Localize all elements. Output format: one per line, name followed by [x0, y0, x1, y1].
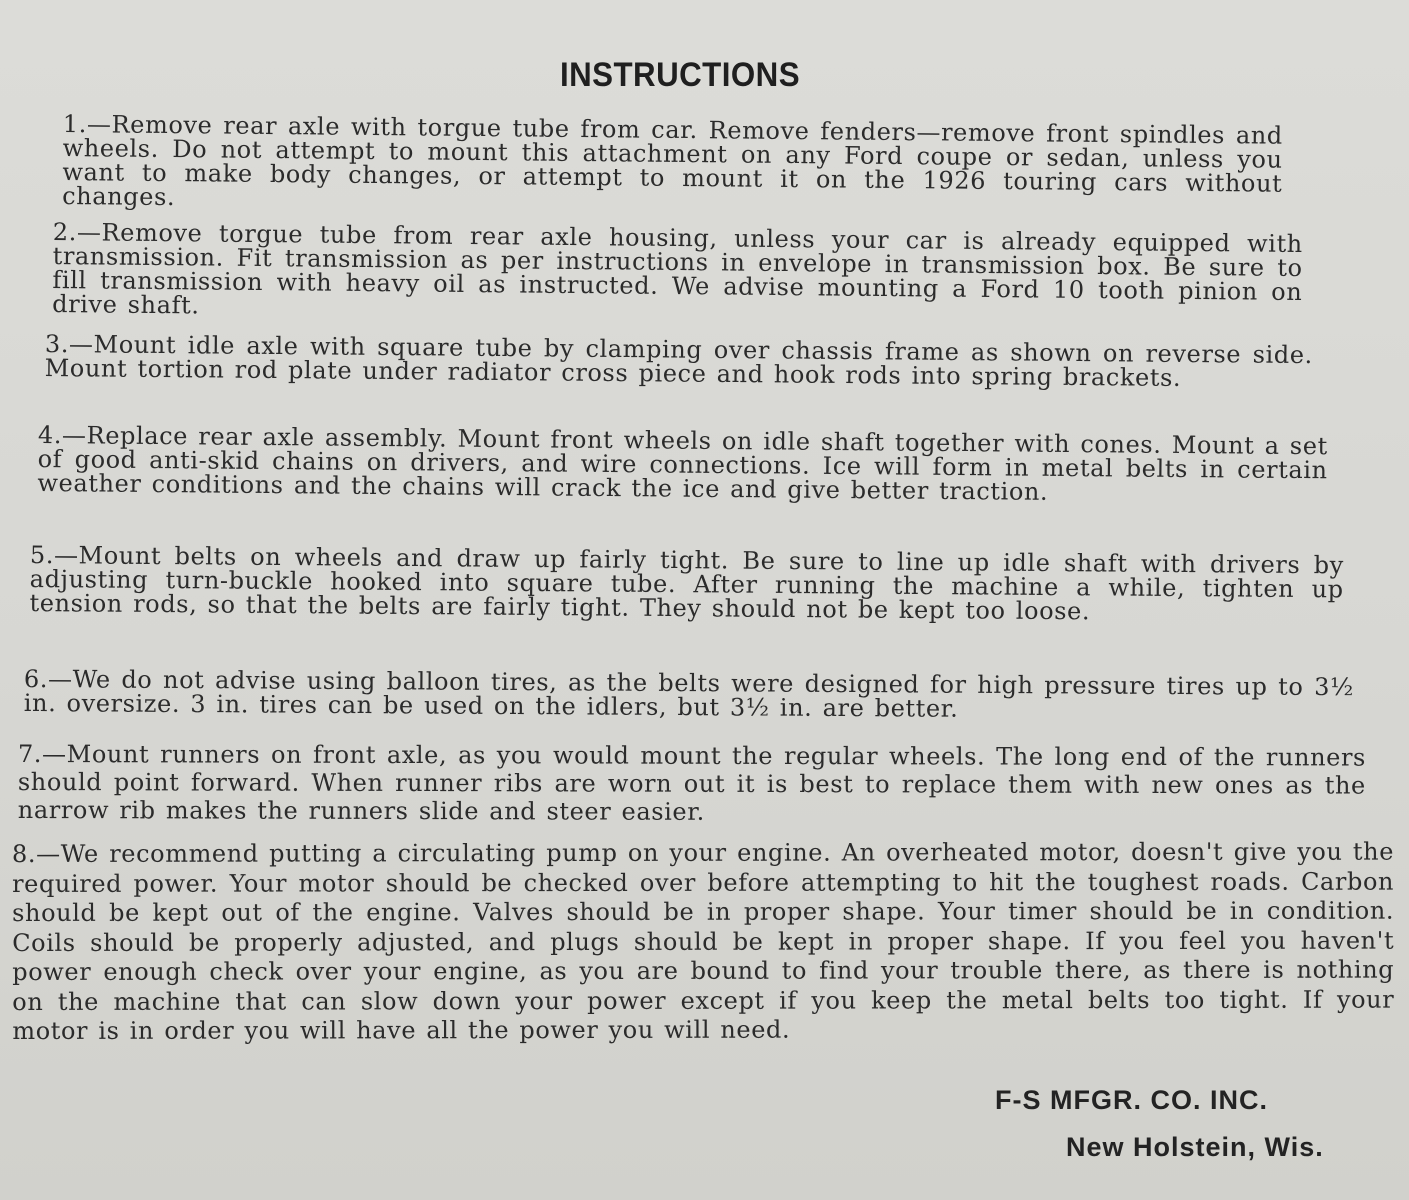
instruction-item-8 [12, 838, 1394, 1047]
item-text: Mount belts on wheels and draw up fairly tight. Be sure to line up idle shaft with drivers by adjusting turn-buckle hooked into square tube. After running the machine a while, tighten up tension rods, so that the belts are fairly tight. They should not be kept too loose. [29, 541, 1344, 626]
item-number: 8.— [12, 839, 61, 868]
company-name: F-S MFGR. CO. INC. [995, 1085, 1268, 1115]
item-text: We recommend putting a circulating pump on your engine. An overheated motor, doesn't give you the required power. Your motor should be checked over before attempting to hit the toughest roads. Carbon should be kept out of the engine. Valves should be in proper shape. Your timer should be in condition. Coils should be properly adjusted, and plugs should be kept in proper shape. If you feel you haven't power enough check over your engine, as you are bound to find your trouble there, as there is nothing on the machine that can slow down your power except if you keep the metal belts too tight. If your motor is in order you will have all the power you will need. [12, 837, 1395, 1045]
instruction-item-5 [29, 543, 1344, 625]
instruction-item-4 [37, 423, 1328, 506]
instruction-item-2 [52, 220, 1303, 328]
item-text: We do not advise using balloon tires, as the belts were designed for high pressure tires up to 3½ in. oversize. 3 in. tires can be used on the idlers, but 3½ in. are better. [23, 665, 1354, 723]
item-text: Remove rear axle with torgue tube from car. Remove fenders—remove front spindles and wheels. Do not attempt to mount this attachment on any Ford coupe or sedan, unless you want to make body changes, or attempt to mount it on the 1926 touring cars without changes. [62, 110, 1283, 212]
item-text: Replace rear axle assembly. Mount front wheels on idle shaft together with cones. Mount a set of good anti-skid chains on drivers, and wire connections. Ice will form in metal belts in certain weather conditions and the chains will crack the ice and give better traction. [37, 421, 1328, 506]
item-number: 7.— [17, 740, 67, 769]
item-text: Mount idle axle with square tube by clamping over chassis frame as shown on reverse side. Mount tortion rod plate under radiator cross piece and hook rods into spring brackets. [44, 330, 1313, 392]
item-text: Mount runners on front axle, as you would mount the regular wheels. The long end of the runners should point forward. When runner ribs are worn out it is best to replace them with new ones as the narrow rib makes the runners slide and steer easier. [17, 740, 1366, 826]
item-number: 2.— [52, 218, 102, 247]
item-number: 3.— [44, 330, 94, 359]
item-text: Remove torgue tube from rear axle housing, unless your car is already equipped with transmission. Fit transmission as per instructions in envelope in transmission box. Be sure to fill transmission with heavy oil as instructed. We advise mounting a Ford 10 tooth pinion on drive shaft. [52, 218, 1303, 320]
instruction-item-3 [45, 332, 1313, 391]
item-number: 6.— [23, 665, 73, 694]
page-title: INSTRUCTIONS [559, 56, 801, 94]
item-number: 1.— [62, 110, 112, 139]
company-location: New Holstein, Wis. [1066, 1132, 1324, 1162]
instruction-item-6 [24, 667, 1354, 723]
item-number: 4.— [37, 421, 87, 450]
instruction-item-1 [62, 112, 1283, 220]
item-number: 5.— [29, 541, 79, 570]
instruction-item-7 [18, 740, 1366, 828]
